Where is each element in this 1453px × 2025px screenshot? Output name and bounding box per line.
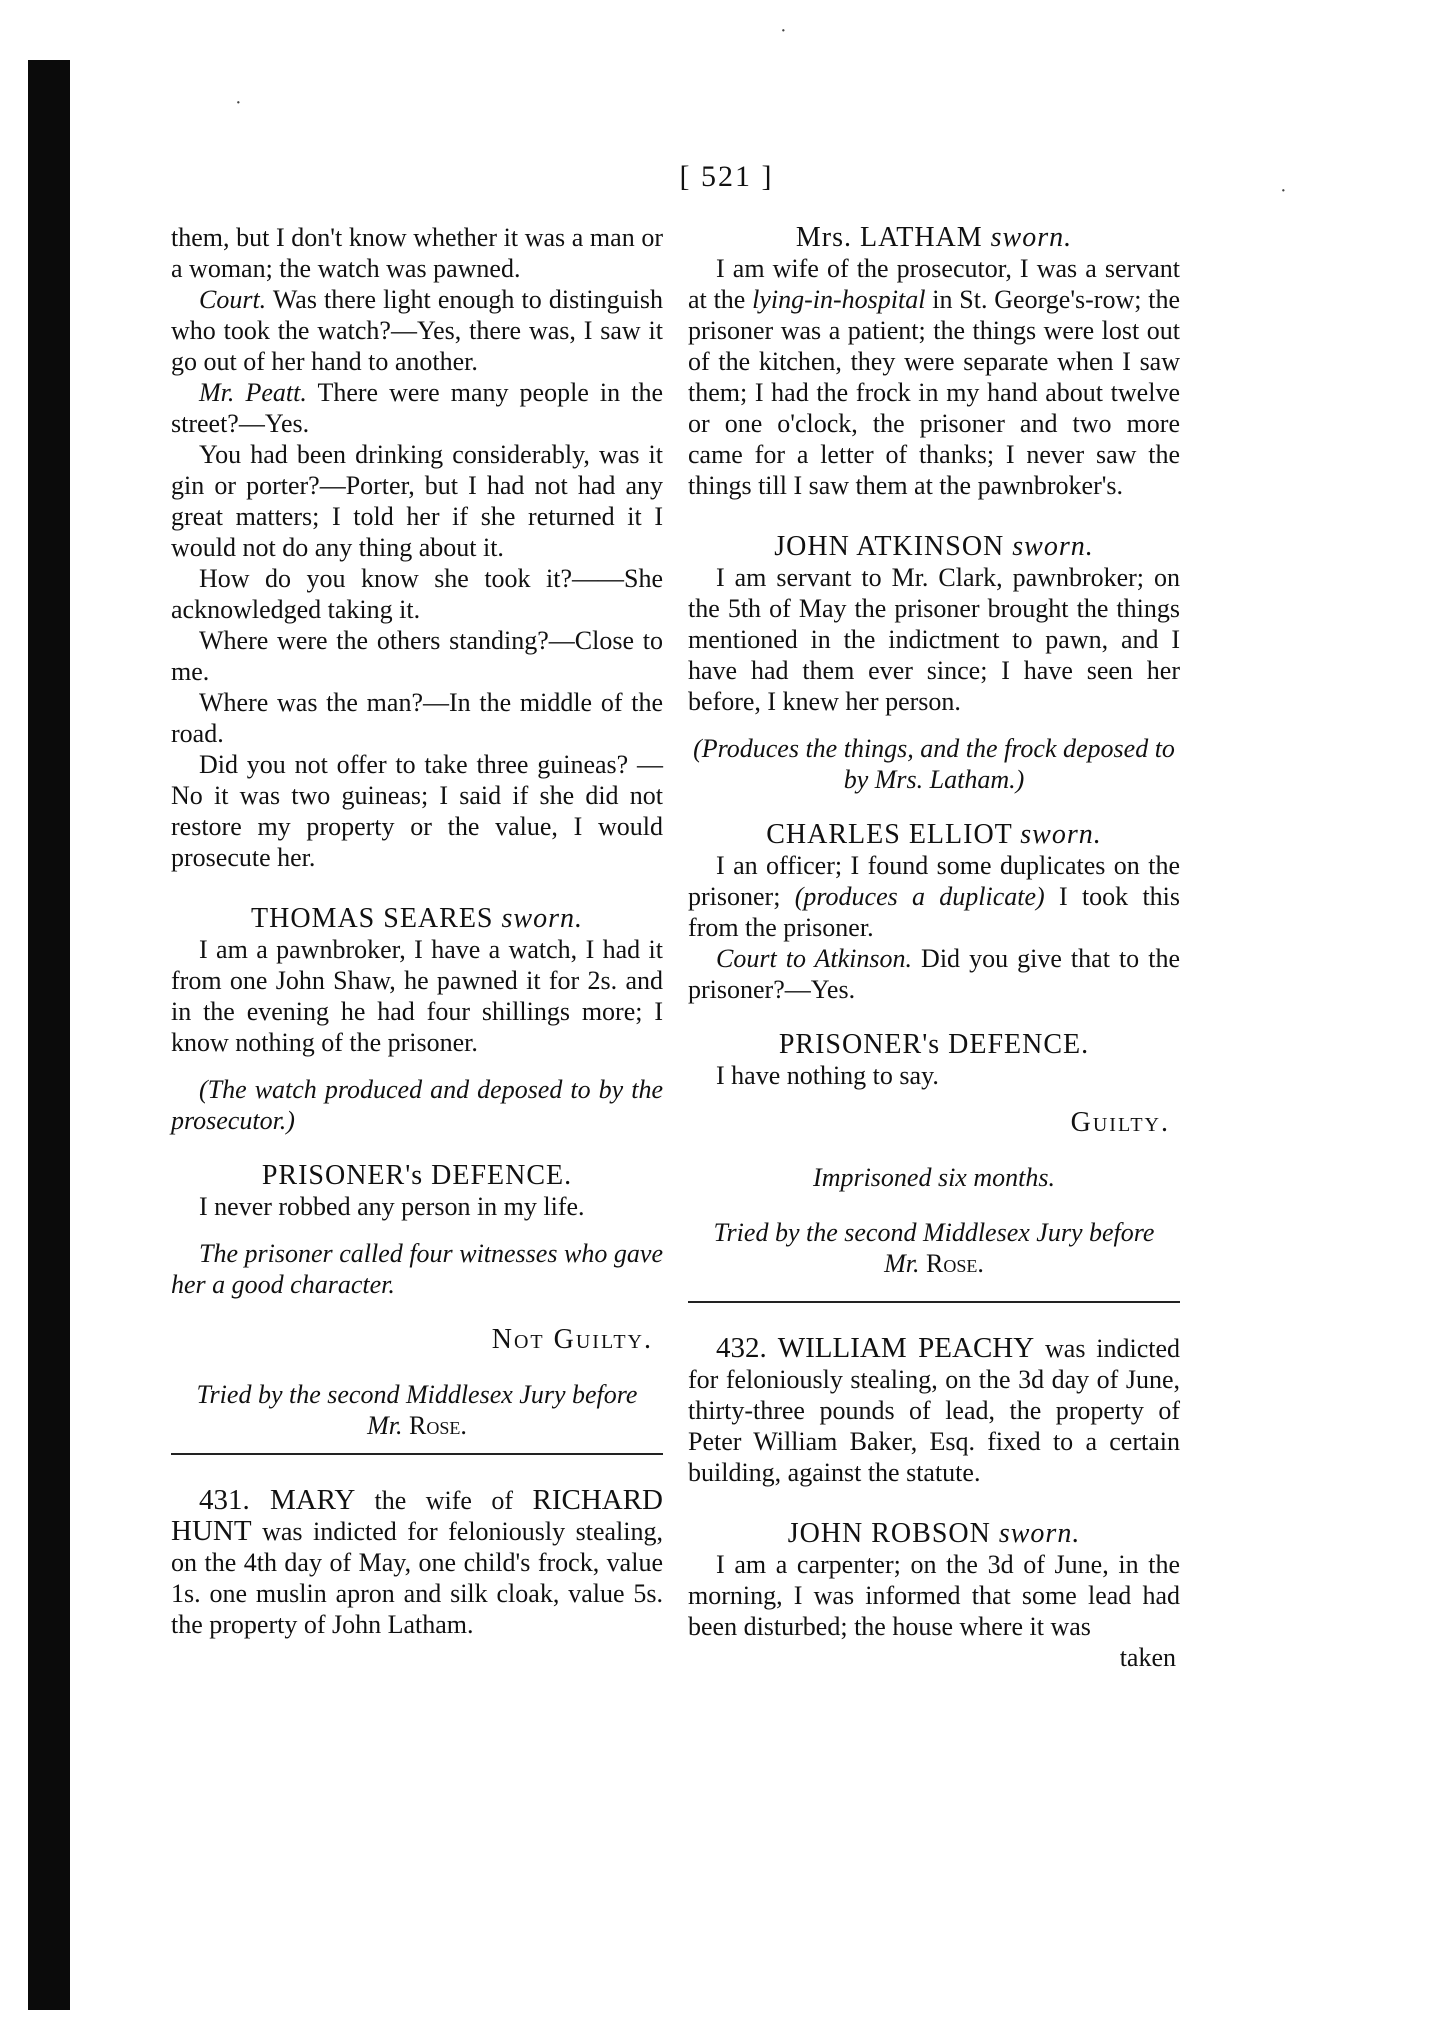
witness-name: THOMAS SEARES (251, 903, 502, 934)
witness-name: CHARLES ELLIOT (766, 819, 1021, 850)
paragraph (688, 943, 1180, 1005)
witness-name: Mrs. LATHAM (795, 222, 991, 253)
paragraph (171, 284, 663, 377)
verdict: Not Guilty. (491, 1324, 653, 1355)
witness-heading (688, 1518, 1180, 1549)
paragraph: I am a carpenter; on the 3d of June, in the morning, I was informed that some lead had been disturbed; the house where it was (688, 1550, 1180, 1641)
speaker: Court. (199, 285, 267, 314)
paragraph: I am servant to Mr. Clark, pawnbroker; on the 5th of May the prisoner brought the things mentioned in the indictment to pawn, and I have had them ever since; I have seen her before, I knew her person. (688, 563, 1180, 716)
verdict: Guilty. (1070, 1107, 1170, 1138)
witness-heading (688, 531, 1180, 562)
paragraph-text: I am wife of the prosecutor, I was a servant at the (688, 254, 1180, 314)
sworn-label: sworn. (1012, 531, 1094, 562)
paragraph-text: I an officer; I found some duplicates on the prisoner; (688, 851, 1180, 911)
paragraph (171, 377, 663, 439)
paragraph-text: There were many people in the street?—Yes. (171, 378, 663, 438)
paragraph-text: I took this from the prisoner. (688, 882, 1181, 942)
paragraph-text: Did you give that to the prisoner?—Yes. (688, 944, 1180, 1004)
tried-by-line: Tried by the second Middlesex Jury before (713, 1218, 1155, 1247)
paragraph: Where were the others standing?—Close to me. (171, 626, 663, 686)
right-column (688, 222, 1180, 1673)
left-column (171, 222, 663, 1640)
sworn-label: sworn. (501, 903, 583, 934)
paragraph: I never robbed any person in my life. (199, 1192, 585, 1221)
judge-line (688, 1248, 1180, 1279)
defence-heading: PRISONER's DEFENCE. (261, 1160, 573, 1191)
sworn-label: sworn. (998, 1518, 1081, 1549)
sworn-label: sworn. (990, 222, 1073, 253)
paragraph-text: lying-in-hospital (752, 285, 926, 314)
witness-heading (688, 222, 1180, 253)
witness-name: JOHN ATKINSON (774, 531, 1013, 562)
speaker: Mr. Peatt. (199, 378, 307, 407)
paragraph: Did you not offer to take three guineas? —No it was two guineas; I said if she did not restore my property or the value, I would prosecute her. (171, 750, 663, 872)
case-number: 431. MARY (199, 1484, 375, 1516)
judge-name: Rose. (409, 1411, 467, 1440)
paragraph-text: the wife of (374, 1486, 533, 1515)
sworn-label: sworn. (1020, 819, 1102, 850)
stage-direction: (Produces the things, and the frock deposed to by Mrs. Latham.) (693, 734, 1175, 794)
witness-name: JOHN ROBSON (787, 1518, 999, 1549)
tried-by-line: Tried by the second Middlesex Jury before (196, 1380, 638, 1409)
paragraph: I have nothing to say. (716, 1061, 939, 1090)
paragraph: Where was the man?—In the middle of the road. (171, 688, 663, 748)
book-binding-edge (28, 60, 70, 2010)
judge-line (171, 1410, 663, 1441)
case-number: 432. WILLIAM PEACHY (716, 1332, 1035, 1364)
paragraph: You had been drinking considerably, was it gin or porter?—Porter, but I had not had any great matters; I told her if she returned it I would not do any thing about it. (171, 440, 663, 562)
judge-name: Rose. (926, 1249, 984, 1278)
indictment-paragraph (688, 1333, 1180, 1488)
paragraph-text: (produces a duplicate) (794, 882, 1045, 911)
paragraph-text: in St. George's-row; the prisoner was a patient; the things were lost out of the kitchen, they were separate when I saw them; I had the frock in my hand about twelve or one o'clock, the prisoner and two more came for a letter of thanks; I never saw the things till I saw them at the pawnbroker's. (688, 285, 1181, 500)
sentence: Imprisoned six months. (813, 1163, 1055, 1192)
paragraph: How do you know she took it?——She acknowledged taking it. (171, 564, 663, 624)
speaker: Court to Atkinson. (716, 944, 913, 973)
witness-heading (171, 903, 663, 934)
paragraph: them, but I don't know whether it was a man or a woman; the watch was pawned. (171, 223, 663, 283)
paragraph-text: Was there light enough to distinguish who took the watch?—Yes, there was, I saw it go out of her hand to another. (171, 285, 663, 376)
judge-prefix: Mr. (884, 1249, 927, 1278)
page-number: [ 521 ] (679, 160, 774, 193)
ink-speck: · (1280, 180, 1287, 202)
paragraph: I am a pawnbroker, I have a watch, I had it from one John Shaw, he pawned it for 2s. and in the evening he had four shillings more; I know nothing of the prisoner. (171, 935, 663, 1057)
catchword: taken (1119, 1643, 1176, 1672)
paragraph-text: was indicted for feloniously stealing, on the 3d day of June, thirty-three pounds of lead, the property of Peter William Baker, Esq. fixed to a certain building, against the statute. (688, 1334, 1180, 1487)
stage-direction: (The watch produced and deposed to by the prosecutor.) (171, 1075, 663, 1135)
defence-heading: PRISONER's DEFENCE. (778, 1029, 1090, 1060)
witness-heading (688, 819, 1180, 850)
ink-speck: · (780, 20, 787, 42)
judge-prefix: Mr. (367, 1411, 410, 1440)
ink-speck: · (235, 92, 242, 114)
stage-direction: The prisoner called four witnesses who gave her a good character. (171, 1239, 663, 1299)
indictment-paragraph (171, 1485, 663, 1640)
defendant-name: RICHARD HUNT (171, 1484, 663, 1547)
paragraph (688, 253, 1180, 501)
paragraph-text: was indicted for feloniously stealing, on the 4th day of May, one child's frock, value 1s. one muslin apron and silk cloak, value 5s. the property of John Latham. (171, 1517, 663, 1639)
paragraph (688, 850, 1180, 943)
